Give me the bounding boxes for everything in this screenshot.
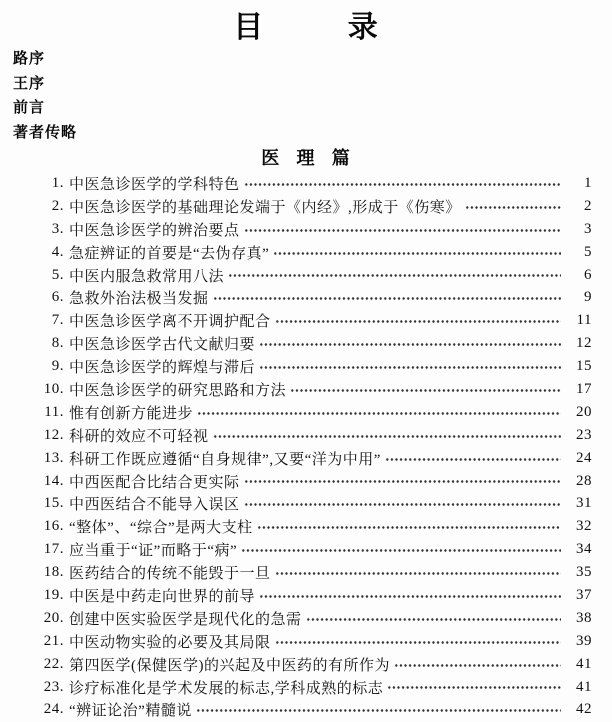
toc-leader-dots (196, 698, 561, 721)
toc-leader-dots (259, 584, 561, 607)
toc-entry (38, 676, 592, 699)
toc-entry-title: 中医急诊医学的研究思路和方法 (69, 382, 287, 399)
toc-entry-number: 24. (43, 701, 64, 718)
toc-entry (38, 561, 592, 584)
toc-leader-dots (244, 470, 561, 493)
toc-entry-page: 5 (584, 243, 592, 260)
toc-list (38, 172, 592, 721)
toc-entry-title: 中医动物实验的必要及其局限 (69, 634, 271, 651)
toc-entry (38, 470, 592, 493)
toc-entry-title: 中医是中药走向世界的前导 (69, 588, 256, 605)
toc-leader-dots (257, 515, 561, 538)
toc-entry (38, 653, 592, 676)
toc-leader-dots (213, 424, 561, 447)
toc-leader-dots (244, 172, 561, 195)
toc-entry-page: 2 (584, 197, 592, 214)
toc-entry (38, 424, 592, 447)
toc-entry (38, 264, 592, 287)
toc-leader-dots (273, 241, 561, 264)
toc-entry (38, 378, 592, 401)
toc-entry-title: 中西医配合比结合更实际 (69, 474, 240, 491)
toc-entry-number: 21. (43, 632, 64, 649)
toc-entry-number: 4. (51, 243, 64, 260)
toc-entry-title: 科研的效应不可轻视 (69, 428, 209, 445)
toc-leader-dots (259, 332, 561, 355)
toc-leader-dots (244, 492, 561, 515)
front-matter-item: 路序 (13, 49, 46, 67)
toc-entry-number: 15. (43, 495, 64, 512)
toc-leader-dots (465, 195, 561, 218)
toc-leader-dots (197, 401, 561, 424)
toc-entry-number: 16. (43, 518, 64, 535)
toc-leader-dots (228, 264, 561, 287)
toc-entry-number: 12. (43, 426, 64, 443)
toc-entry-title: 中医急诊医学的辨治要点 (69, 222, 240, 239)
toc-entry (38, 172, 592, 195)
toc-entry (38, 538, 592, 561)
toc-entry-page: 6 (584, 266, 592, 283)
toc-leader-dots (394, 653, 561, 676)
toc-entry (38, 607, 592, 630)
toc-entry (38, 584, 592, 607)
toc-entry (38, 241, 592, 264)
toc-entry-title: 急救外治法极当发掘 (69, 291, 209, 308)
toc-leader-dots (385, 447, 561, 470)
front-matter-item: 王序 (13, 73, 46, 92)
toc-entry-number: 20. (43, 609, 64, 626)
toc-entry-number: 23. (43, 678, 64, 695)
toc-entry-page: 12 (576, 335, 592, 352)
toc-entry-title: 医药结合的传统不能毁于一旦 (69, 566, 271, 583)
section-heading: 医 理 篇 (261, 148, 351, 169)
toc-entry (38, 515, 592, 538)
toc-leader-dots (387, 676, 561, 699)
toc-entry-page: 15 (576, 358, 592, 375)
toc-entry-page: 31 (576, 495, 592, 512)
toc-entry (38, 447, 592, 470)
toc-entry-page: 39 (576, 632, 592, 649)
toc-entry-number: 5. (51, 266, 64, 283)
toc-entry-number: 14. (43, 472, 64, 489)
toc-entry-number: 10. (43, 380, 64, 397)
toc-entry-title: 创建中医实验医学是现代化的急需 (69, 611, 302, 628)
toc-entry-title: 诊疗标准化是学术发展的标志,学科成熟的标志 (69, 680, 384, 697)
toc-entry-page: 41 (576, 655, 592, 672)
toc-entry-number: 17. (43, 541, 64, 558)
toc-leader-dots (290, 378, 561, 401)
toc-entry-page: 35 (576, 564, 592, 581)
toc-entry-title: “整体”、“综合”是两大支柱 (69, 520, 253, 537)
toc-entry-title: “辨证论治”精髓说 (69, 703, 192, 720)
toc-leader-dots (275, 561, 561, 584)
toc-entry-page: 3 (584, 220, 592, 237)
toc-entry-page: 38 (576, 609, 592, 626)
toc-entry-page: 9 (584, 289, 592, 306)
toc-entry-title: 急症辨证的首要是“去伪存真” (69, 245, 270, 262)
toc-entry (38, 698, 592, 721)
toc-entry-number: 6. (51, 289, 64, 306)
toc-leader-dots (306, 607, 561, 630)
toc-leader-dots (275, 630, 561, 653)
toc-entry-page: 28 (576, 472, 592, 489)
toc-entry-page: 37 (576, 586, 592, 603)
toc-entry-page: 42 (576, 701, 592, 718)
toc-entry-number: 19. (43, 586, 64, 603)
toc-entry (38, 332, 592, 355)
toc-entry-number: 13. (43, 449, 64, 466)
toc-entry-page: 41 (576, 678, 592, 695)
toc-entry-title: 中医急诊医学的辉煌与滞后 (69, 360, 256, 377)
toc-entry (38, 309, 592, 332)
toc-entry-title: 科研工作既应遵循“自身规律”,又要“洋为中用” (69, 451, 381, 468)
toc-leader-dots (244, 218, 561, 241)
toc-leader-dots (259, 355, 561, 378)
toc-entry (38, 355, 592, 378)
front-matter-item: 著者传略 (13, 122, 78, 141)
toc-entry (38, 218, 592, 241)
toc-leader-dots (241, 538, 561, 561)
toc-entry-number: 9. (51, 358, 64, 375)
toc-entry (38, 401, 592, 424)
toc-entry-number: 8. (51, 335, 64, 352)
toc-entry (38, 492, 592, 515)
toc-entry-number: 11. (44, 403, 64, 420)
toc-entry (38, 630, 592, 653)
toc-entry-number: 7. (51, 312, 64, 329)
toc-entry-title: 惟有创新方能进步 (69, 405, 194, 422)
toc-entry-page: 17 (576, 380, 592, 397)
toc-entry-title: 中医急诊医学离不开调护配合 (69, 314, 271, 331)
front-matter-list (13, 46, 77, 144)
toc-entry-page: 24 (576, 449, 592, 466)
toc-entry (38, 195, 592, 218)
toc-leader-dots (275, 309, 561, 332)
toc-entry-page: 20 (576, 403, 592, 420)
toc-entry-title: 中医急诊医学古代文献归要 (69, 337, 256, 354)
toc-entry (38, 286, 592, 309)
toc-entry-number: 2. (51, 197, 64, 214)
page-title: 目 录 (233, 10, 379, 45)
toc-entry-number: 1. (51, 174, 64, 191)
toc-entry-page: 34 (576, 541, 592, 558)
toc-entry-title: 中医急诊医学的基础理论发端于《内经》,形成于《伤寒》 (69, 199, 461, 216)
front-matter-item: 前言 (13, 98, 46, 116)
toc-entry-number: 3. (51, 220, 64, 237)
toc-entry-page: 1 (584, 174, 592, 191)
toc-entry-title: 第四医学(保健医学)的兴起及中医药的有所作为 (69, 657, 390, 674)
toc-entry-title: 中医急诊医学的学科特色 (69, 176, 240, 193)
toc-entry-page: 11 (576, 312, 592, 329)
toc-entry-title: 应当重于“证”而略于“病” (69, 543, 238, 560)
toc-entry-number: 18. (43, 564, 64, 581)
toc-entry-title: 中医内服急救常用八法 (69, 268, 225, 285)
toc-entry-page: 23 (576, 426, 592, 443)
toc-entry-number: 22. (43, 655, 64, 672)
toc-entry-page: 32 (576, 518, 592, 535)
toc-leader-dots (213, 286, 561, 309)
toc-entry-title: 中西医结合不能导入误区 (69, 497, 240, 514)
